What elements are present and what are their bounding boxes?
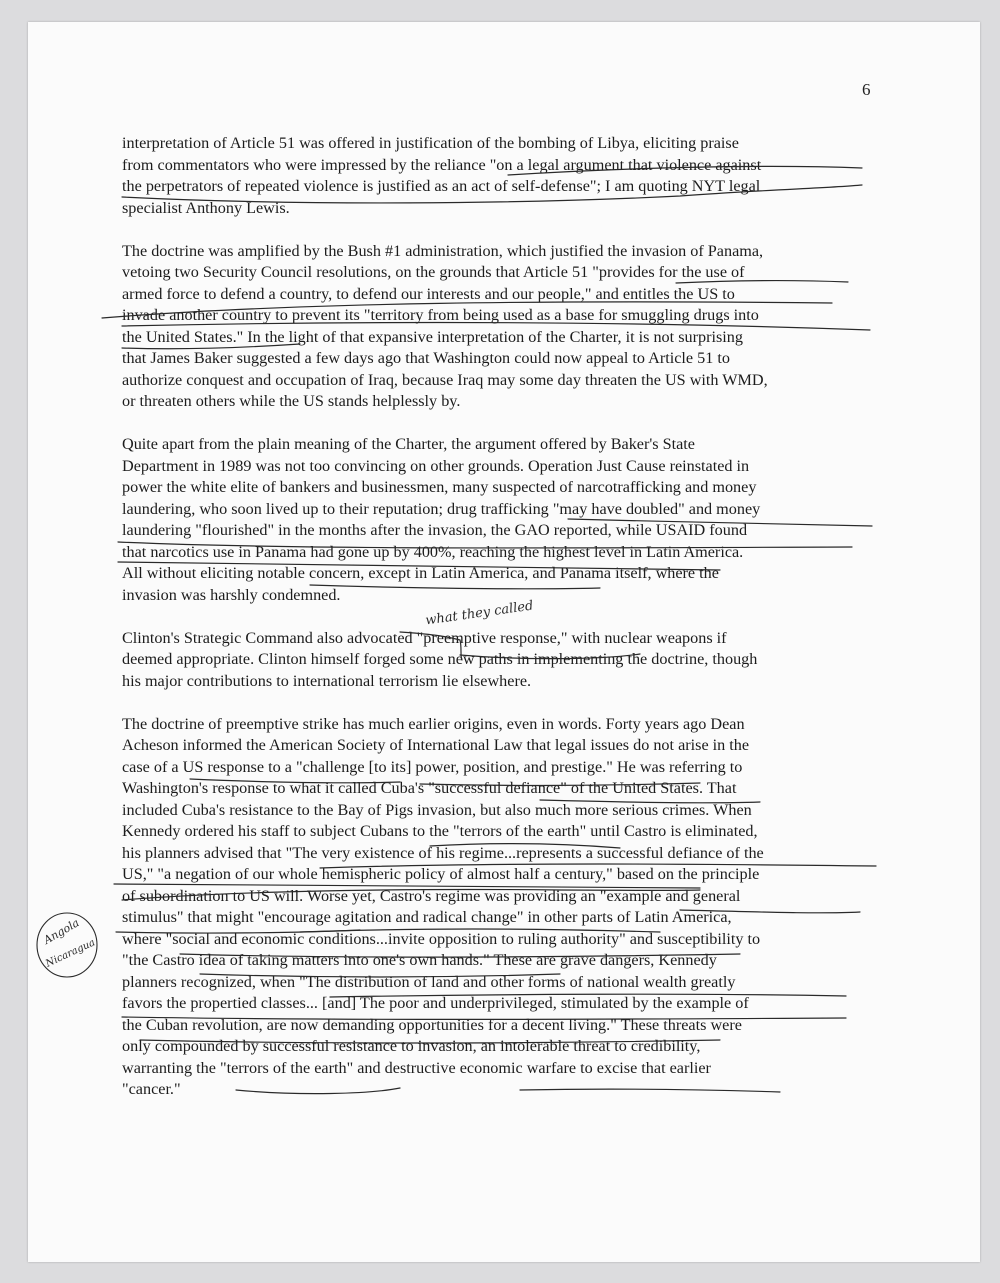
text-line: power the white elite of bankers and businessmen, many suspected of narcotrafficking and money	[122, 478, 757, 496]
text-line: Quite apart from the plain meaning of the Charter, the argument offered by Baker's State	[122, 435, 695, 453]
text-line: stimulus" that might "encourage agitation and radical change" in other parts of Latin America,	[122, 908, 732, 926]
page-number: 6	[862, 80, 871, 99]
text-line: All without eliciting notable concern, except in Latin America, and Panama itself, where the	[122, 564, 719, 582]
text-line: that narcotics use in Panama had gone up by 400%, reaching the highest level in Latin America.	[122, 542, 744, 561]
text-line: of subordination to US will. Worse yet, Castro's regime was providing an "example and general	[122, 886, 741, 905]
text-line: invade another country to prevent its "territory from being used as a base for smuggling drugs into	[122, 306, 759, 324]
text-line: case of a US response to a "challenge [to its] power, position, and prestige." He was referring to	[122, 757, 743, 776]
text-line: deemed appropriate. Clinton himself forged some new paths in implementing the doctrine, though	[122, 650, 758, 668]
text-line: Acheson informed the American Society of International Law that legal issues do not arise in the	[122, 736, 750, 754]
text-line: laundering "flourished" in the months after the invasion, the GAO reported, while USAID found	[122, 521, 748, 539]
handwritten-margin-note: Nicaragua	[44, 937, 97, 970]
text-line: where "social and economic conditions...invite opposition to ruling authority" and susceptibility to	[122, 929, 761, 948]
text-line: "the Castro idea of taking matters into one's own hands." These are grave dangers, Kennedy	[122, 951, 717, 969]
text-line: specialist Anthony Lewis.	[122, 198, 290, 217]
text-line: the Cuban revolution, are now demanding opportunities for a decent living." These threats were	[122, 1015, 742, 1034]
text-line: only compounded by successful resistance to invasion, an intolerable threat to credibility,	[122, 1037, 701, 1055]
text-line: vetoing two Security Council resolutions, on the grounds that Article 51 "provides for the use of	[122, 263, 745, 281]
text-line: his planners advised that "The very existence of his regime...represents a successful defiance of the	[122, 843, 764, 862]
text-line: US," "a negation of our whole hemispheric policy of almost half a century," based on the principle	[122, 865, 760, 883]
text-line: favors the propertied classes... [and] The poor and underprivileged, stimulated by the example of	[122, 994, 749, 1012]
text-line: planners recognized, when "The distribution of land and other forms of national wealth greatly	[122, 972, 736, 991]
text-line: laundering, who soon lived up to their reputation; drug trafficking "may have doubled" and money	[122, 499, 761, 518]
text-line: Clinton's Strategic Command also advocated "preemptive response," with nuclear weapons if	[122, 628, 727, 647]
text-line: Washington's response to what it called Cuba's "successful defiance" of the United States. That	[122, 779, 737, 797]
handwritten-margin-note: Angola	[41, 916, 82, 947]
text-line: The doctrine of preemptive strike has much earlier origins, even in words. Forty years ago Dean	[122, 714, 745, 733]
text-line: or threaten others while the US stands helplessly by.	[122, 392, 461, 410]
text-line: the perpetrators of repeated violence is justified as an act of self-defense"; I am quoting NYT legal	[122, 177, 761, 195]
text-line: The doctrine was amplified by the Bush #1 administration, which justified the invasion of Panama,	[122, 241, 764, 260]
text-line: included Cuba's resistance to the Bay of Pigs invasion, but also much more serious crimes. When	[122, 800, 752, 819]
text-line: "cancer."	[122, 1080, 181, 1098]
text-line: from commentators who were impressed by the reliance "on a legal argument that violence against	[122, 155, 762, 174]
handwritten-note: what they called	[424, 598, 535, 629]
text-line: invasion was harshly condemned.	[122, 585, 341, 604]
text-line: Department in 1989 was not too convincing on other grounds. Operation Just Cause reinstated in	[122, 456, 750, 475]
text-line: authorize conquest and occupation of Iraq, because Iraq may some day threaten the US with WMD,	[122, 370, 768, 389]
text-line: armed force to defend a country, to defend our interests and our people," and entitles the US to	[122, 284, 735, 303]
text-line: warranting the "terrors of the earth" and destructive economic warfare to excise that earlier	[122, 1058, 711, 1077]
text-line: interpretation of Article 51 was offered in justification of the bombing of Libya, eliciting praise	[122, 134, 739, 152]
text-line: Kennedy ordered his staff to subject Cubans to the "terrors of the earth" until Castro is eliminated,	[122, 822, 758, 840]
text-line: his major contributions to international terrorism lie elsewhere.	[122, 671, 532, 690]
text-line: the United States." In the light of that expansive interpretation of the Charter, it is not surprising	[122, 327, 743, 346]
text-line: that James Baker suggested a few days ago that Washington could now appeal to Article 51 to	[122, 349, 730, 367]
